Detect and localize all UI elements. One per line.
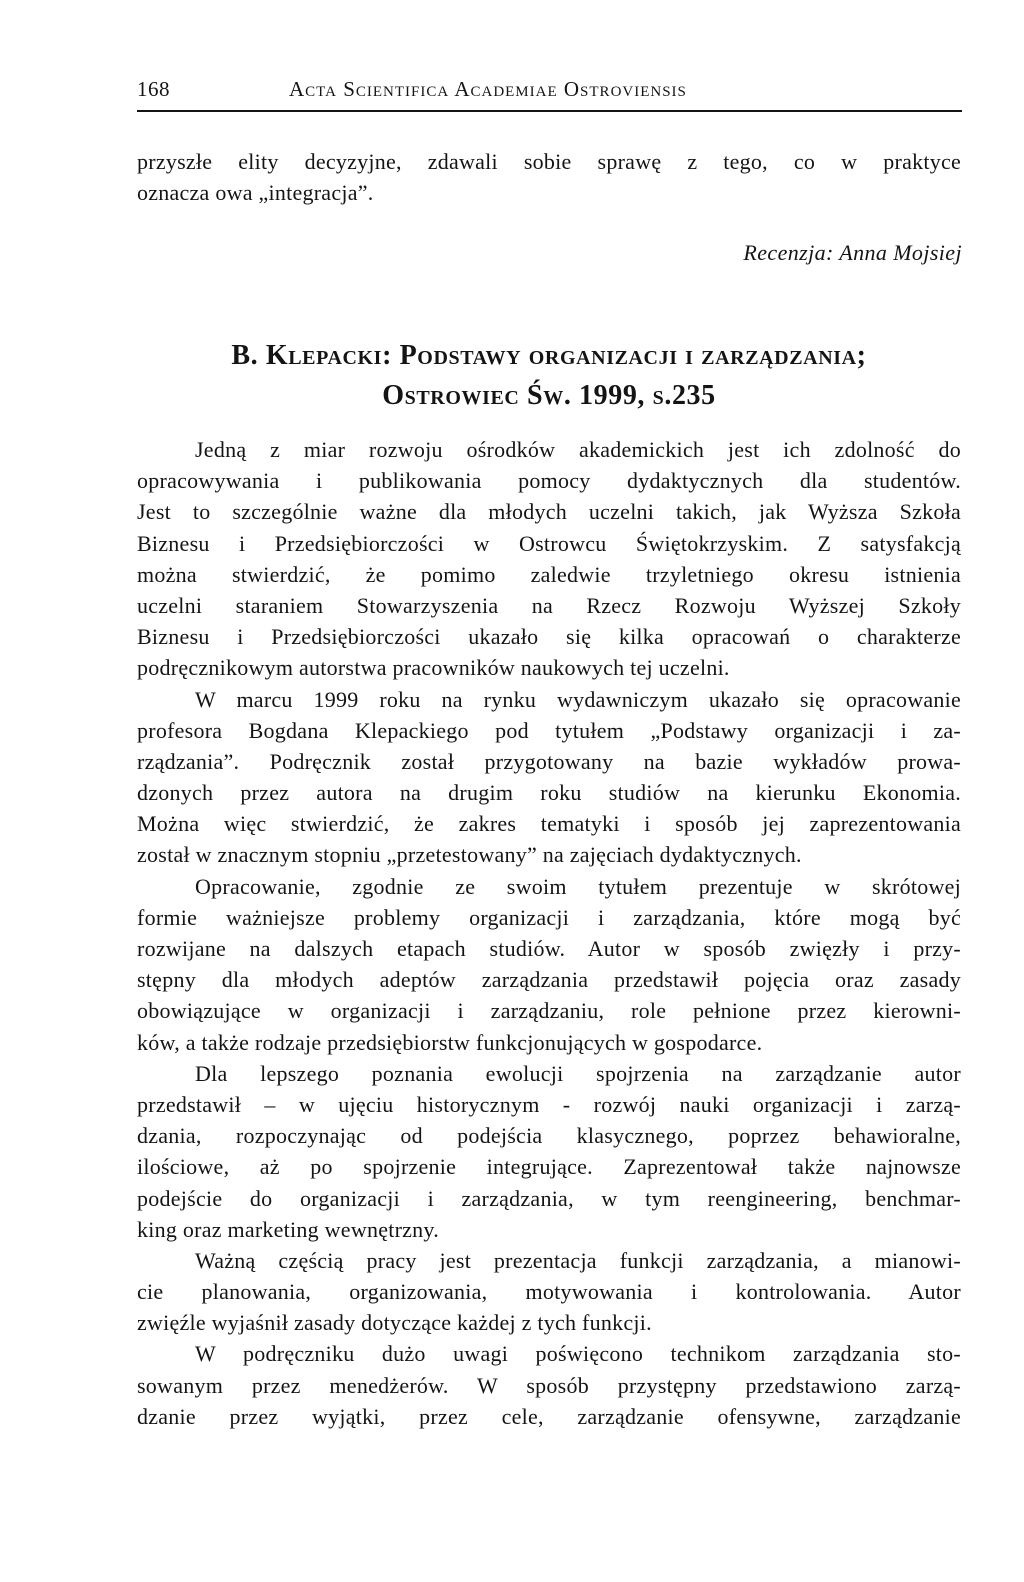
page-number: 168 [137,77,170,101]
text-line: ilościowe, aż po spojrzenie integrujące. Zaprezentował także najnowsze [137,1154,961,1180]
text-line: dzania, rozpoczynając od podejścia klasycznego, poprzez behawioralne, [137,1123,961,1149]
review-title-line: B. Klepacki: Podstawy organizacji i zarządzania; [231,340,867,371]
header-rule [137,110,962,112]
text-line: przedstawił – w ujęciu historycznym - rozwój nauki organizacji i zarzą- [137,1091,961,1117]
reviewer-signature: Recenzja: Anna Mojsiej [743,240,962,265]
text-line: oznacza owa „integracja”. [137,180,374,206]
review-title-line: Ostrowiec Św. 1999, s.235 [382,380,716,411]
text-line: Jest to szczególnie ważne dla młodych uczelni takich, jak Wyższa Szkoła [137,499,961,525]
text-line: Biznesu i Przedsiębiorczości ukazało się kilka opracowań o charakterze [137,624,961,650]
running-head [137,76,962,102]
text-line: rozwijane na dalszych etapach studiów. Autor w sposób zwięzły i przy- [137,936,961,961]
text-line: stępny dla młodych adeptów zarządzania przedstawił pojęcia oraz zasady [137,967,961,993]
text-line: king oraz marketing wewnętrzny. [137,1216,439,1242]
journal-title: Acta Scientifica Academiae Ostroviensis [289,77,687,101]
text-line: można stwierdzić, że pomimo zaledwie trzyletniego okresu istnienia [137,561,961,587]
text-line: Jedną z miar rozwoju ośrodków akademickich jest ich zdolność do [195,437,961,462]
text-line: cie planowania, organizowania, motywowania i kontrolowania. Autor [137,1279,961,1305]
review-title [137,336,961,416]
text-line: profesora Bogdana Klepackiego pod tytułem „Podstawy organizacji i za- [137,717,961,743]
text-line: rządzania”. Podręcznik został przygotowany na bazie wykładów prowa- [137,748,961,774]
text-line: został w znacznym stopniu „przetestowany” na zajęciach dydaktycznych. [137,842,802,868]
text-line: Ważną częścią pracy jest prezentacja funkcji zarządzania, a mianowi- [195,1247,961,1273]
text-line: Opracowanie, zgodnie ze swoim tytułem prezentuje w skrótowej [195,873,961,899]
text-line: zwięźle wyjaśnił zasady dotyczące każdej z tych funkcji. [137,1310,652,1336]
text-line: dzanie przez wyjątki, przez cele, zarządzanie ofensywne, zarządzanie [137,1403,961,1429]
review-body [137,434,961,1432]
text-line: formie ważniejsze problemy organizacji i zarządzania, które mogą być [137,904,961,930]
text-line: sowanym przez menedżerów. W sposób przystępny przedstawiono zarzą- [137,1372,961,1398]
text-line: Można więc stwierdzić, że zakres tematyki i sposób jej zaprezentowania [137,811,961,837]
text-line: Biznesu i Przedsiębiorczości w Ostrowcu Świętokrzyskim. Z satysfakcją [137,530,961,556]
text-line: podejście do organizacji i zarządzania, w tym reengineering, benchmar- [137,1185,961,1211]
text-line: ków, a także rodzaje przedsiębiorstw funkcjonujących w gospodarce. [137,1029,763,1055]
text-line: podręcznikowym autorstwa pracowników naukowych tej uczelni. [137,655,730,681]
text-line: obowiązujące w organizacji i zarządzaniu, role pełnione przez kierowni- [137,998,961,1024]
text-line: uczelni staraniem Stowarzyszenia na Rzecz Rozwoju Wyższej Szkoły [137,592,961,618]
text-line: dzonych przez autora na drugim roku studiów na kierunku Ekonomia. [137,780,961,806]
text-line: opracowywania i publikowania pomocy dydaktycznych dla studentów. [137,468,961,494]
previous-review-ending [137,146,961,208]
text-line: W marcu 1999 roku na rynku wydawniczym ukazało się opracowanie [195,686,961,712]
text-line: Dla lepszego poznania ewolucji spojrzenia na zarządzanie autor [195,1060,961,1086]
text-line: przyszłe elity decyzyjne, zdawali sobie sprawę z tego, co w praktyce [137,149,961,174]
text-line: W podręczniku dużo uwagi poświęcono technikom zarządzania sto- [195,1341,961,1367]
